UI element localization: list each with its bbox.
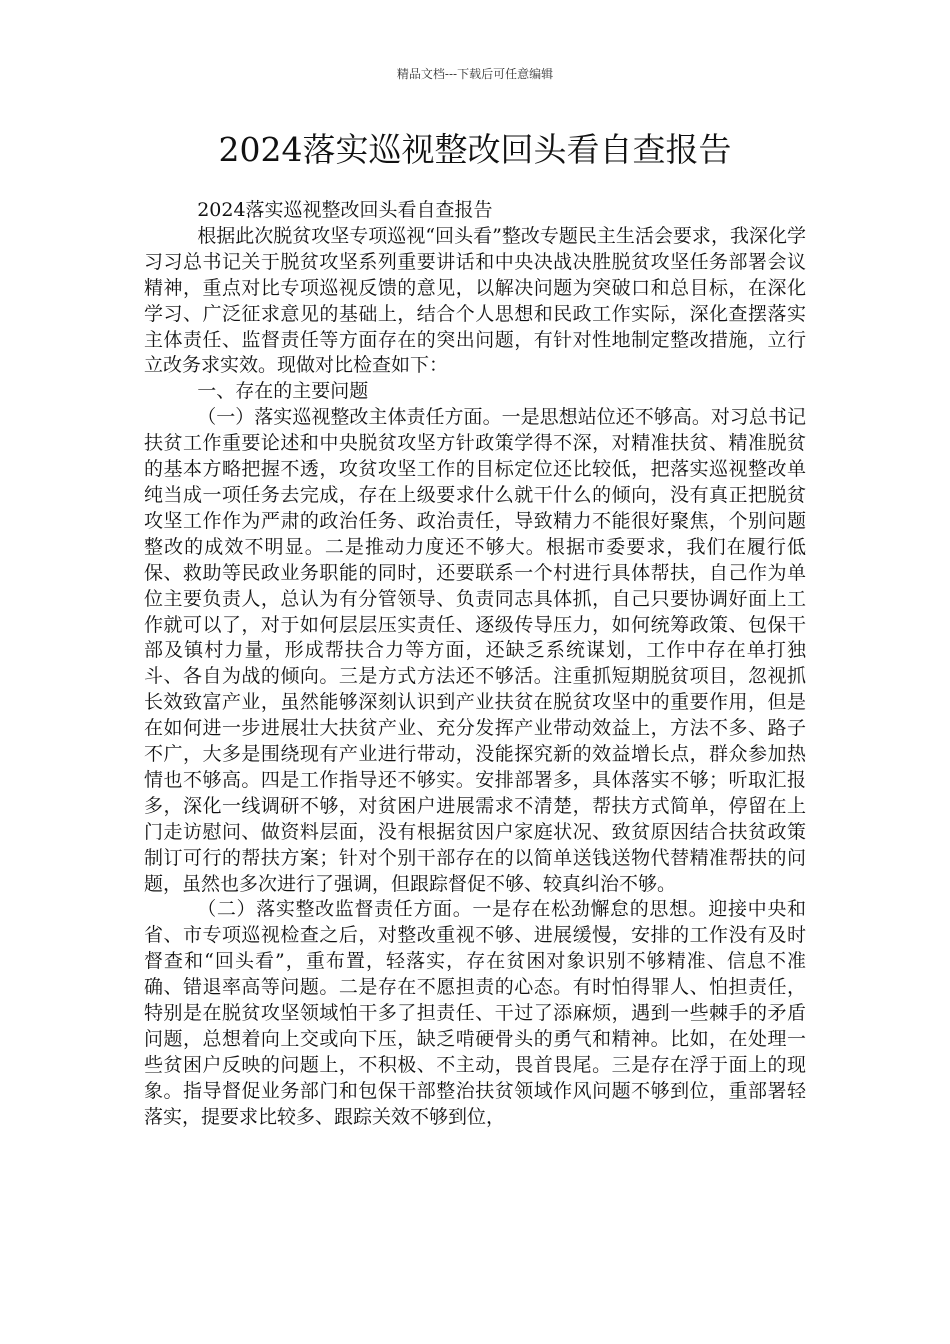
intro-paragraph: 根据此次脱贫攻坚专项巡视“回头看”整改专题民主生活会要求，我深化学习习总书记关于脱贫攻坚系列重要讲话和中央决战决胜脱贫攻坚任务部署会议精神，重点对比专项巡视反馈的意见，以解决问题为突破口和总目标，在深化学习、广泛征求意见的基础上，结合个人思想和民政工作实际，深化查摆落实主体责任、监督责任等方面存在的突出问题，有针对性地制定整改措施，立行立改务求实效。现做对比检查如下： xyxy=(144,224,806,377)
body-subtitle-paragraph: 2024落实巡视整改回头看自查报告 xyxy=(197,199,493,221)
header-note: 精品文档---下载后可任意编辑 xyxy=(396,67,554,81)
document-title: 2024落实巡视整改回头看自查报告 xyxy=(218,130,732,169)
document-body xyxy=(144,198,806,1131)
section-heading: 一、存在的主要问题 xyxy=(197,380,369,403)
body-paragraph: （一）落实巡视整改主体责任方面。一是思想站位还不够高。对习总书记扶贫工作重要论述和中央脱贫攻坚方针政策学得不深，对精准扶贫、精准脱贫的基本方略把握不透，攻贫攻坚工作的目标定位还比较低，把落实巡视整改单纯当成一项任务去完成，存在上级要求什么就干什么的倾向，没有真正把脱贫攻坚工作作为严肃的政治任务、政治责任，导致精力不能很好聚焦，个别问题整改的成效不明显。二是推动力度还不够大。根据市委要求，我们在履行低保、救助等民政业务职能的同时，还要联系一个村进行具体帮扶，自己作为单位主要负责人，总认为有分管领导、负责同志具体抓，自己只要协调好面上工作就可以了，对于如何层层压实责任、逐级传导压力，如何统筹政策、包保干部及镇村力量，形成帮扶合力等方面，还缺乏系统谋划，工作中存在单打独斗、各自为战的倾向。三是方式方法还不够活。注重抓短期脱贫项目，忽视抓长效致富产业，虽然能够深刻认识到产业扶贫在脱贫攻坚中的重要作用，但是在如何进一步进展壮大扶贫产业、充分发挥产业带动效益上，方法不多、路子不广，大多是围绕现有产业进行带动，没能探究新的效益增长点，群众参加热情也不够高。四是工作指导还不够实。安排部署多，具体落实不够；听取汇报多，深化一线调研不够，对贫困户进展需求不清楚，帮扶方式简单，停留在上门走访慰问、做资料层面，没有根据贫因户家庭状况、致贫原因结合扶贫政策制订可行的帮扶方案；针对个别干部存在的以简单送钱送物代替精准帮扶的问题，虽然也多次进行了强调，但跟踪督促不够、较真纠治不够。 xyxy=(144,406,806,895)
body-paragraph: （二）落实整改监督责任方面。一是存在松劲懈怠的思想。迎接中央和省、市专项巡视检查之后，对整改重视不够、进展缓慢，安排的工作没有及时督查和“回头看”，重布置，轻落实，存在贫困对象识别不够精准、信息不准确、错退率高等问题。二是存在不愿担责的心态。有时怕得罪人、怕担责任，特别是在脱贫攻坚领域怕干多了担责任、干过了添麻烦，遇到一些棘手的矛盾问题，总想着向上交或向下压，缺乏啃硬骨头的勇气和精神。比如，在处理一些贫困户反映的问题上，不积极、不主动，畏首畏尾。三是存在浮于面上的现象。指导督促业务部门和包保干部整治扶贫领域作风问题不够到位，重部署轻落实，提要求比较多、跟踪关效不够到位， xyxy=(144,898,806,1128)
